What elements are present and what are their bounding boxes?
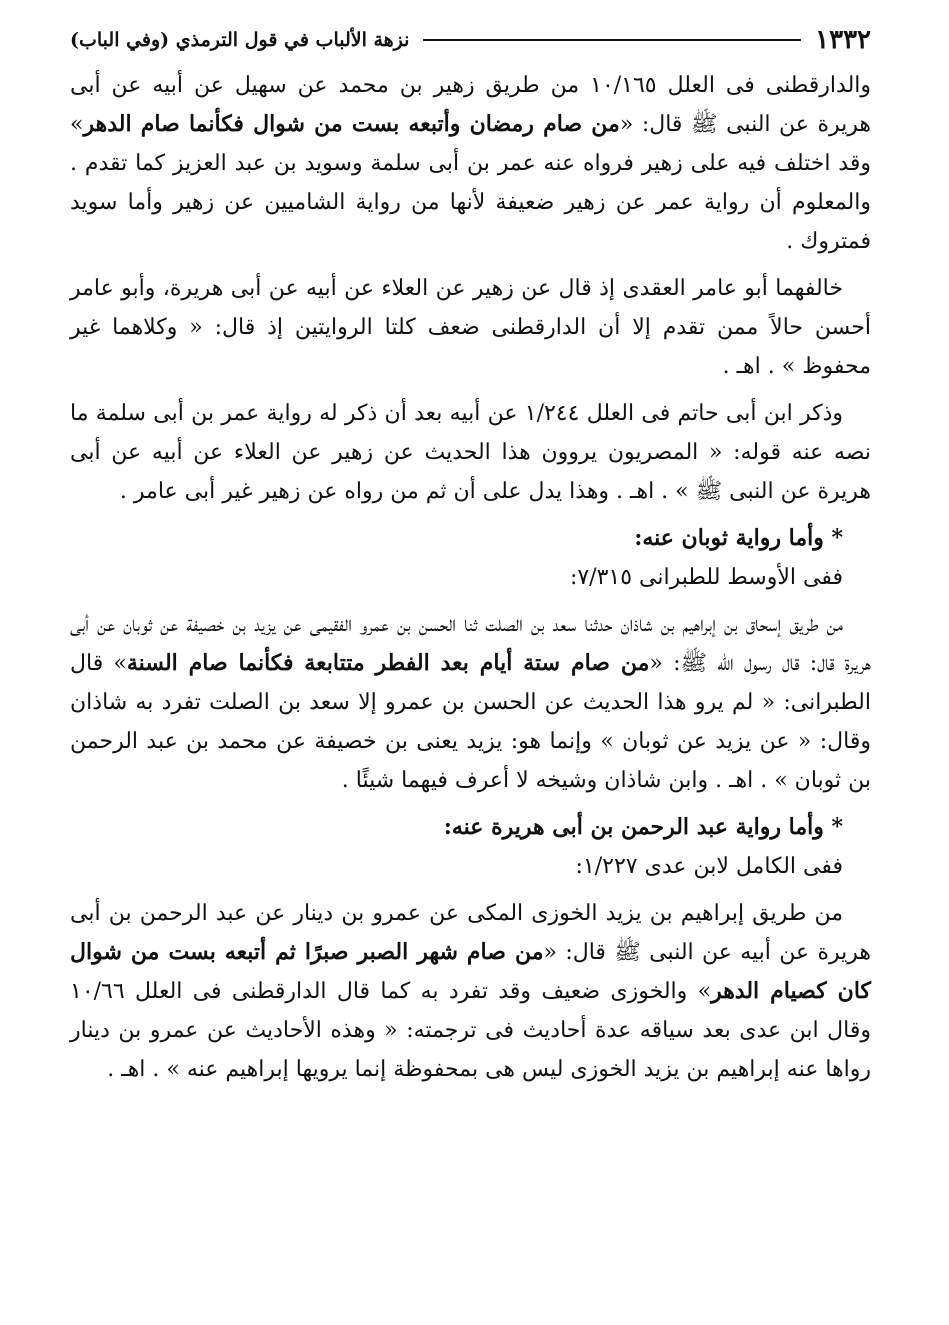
paragraph-3 — [70, 394, 871, 511]
paragraph-2 — [70, 269, 871, 386]
source-line-kamil: ففى الكامل لابن عدى ١/٢٢٧: — [575, 854, 843, 879]
paragraph-4 — [70, 605, 871, 800]
header-rule — [423, 39, 801, 41]
page-header — [70, 20, 871, 60]
section-heading-abdulrahman: * وأما رواية عبد الرحمن بن أبى هريرة عنه: — [443, 814, 843, 840]
hadith-quote: من صام شهر الصبر صبرًا ثم أتبعه بست من شوال كان كصيام الدهر — [70, 939, 871, 1004]
page-number: ١٣٣٢ — [815, 25, 871, 55]
paragraph-1 — [70, 66, 871, 261]
paragraph-text: من طريق إسحاق بن إبراهيم بن شاذان حدثنا سعد بن الصلت ثنا الحسن بن عمرو الفقيمى عن يزيد بن خصيفة عن ثوبان عن أبى هريرة قال: قال رسول الله ﷺ: « — [70, 612, 871, 676]
paragraph-text: خالفهما أبو عامر العقدى إذ قال عن زهير عن العلاء عن أبيه عن أبى هريرة، وأبو عامر أحسن حالاً ممن تقدم إلا أن الدارقطنى ضعف كلتا الروايتين إذ قال: « وكلاهما غير محفوظ » . اهـ . — [70, 276, 871, 379]
hadith-quote: من صام رمضان وأتبعه بست من شوال فكأنما صام الدهر — [83, 111, 620, 137]
paragraph-text: » والخوزى ضعيف وقد تفرد به كما قال الدارقطنى فى العلل ١٠/٦٦ وقال ابن عدى بعد سياقه عدة أحاديث فى ترجمته: « وهذه الأحاديث عن عمرو بن دينار رواها عنه إبراهيم بن يزيد الخوزى ليس هى بمحفوظة إنما يرويها إبراهيم عنه » . اهـ . — [70, 979, 871, 1082]
paragraph-text: من طريق إبراهيم بن يزيد الخوزى المكى عن عمرو بن دينار عن عبد الرحمن بن أبى هريرة عن أبيه عن النبى ﷺ قال: « — [70, 901, 872, 965]
paragraph-text: والدارقطنى فى العلل ١٠/١٦٥ من طريق زهير بن محمد عن سهيل عن أبيه عن أبى هريرة عن النبى ﷺ قال: « — [70, 73, 872, 137]
hadith-quote: من صام ستة أيام بعد الفطر متتابعة فكأنما صام السنة — [126, 650, 650, 676]
paragraph-text: » وقد اختلف فيه على زهير فرواه عنه عمر بن أبى سلمة وسويد بن عبد العزيز كما تقدم . والمعلوم أن رواية عمر عن زهير ضعيفة لأنها من رواية الشاميين عن زهير وأما سويد فمتروك . — [70, 112, 871, 254]
section-heading-thawban: * وأما رواية ثوبان عنه: — [634, 525, 843, 551]
source-line-awsat: ففى الأوسط للطبرانى ٧/٣١٥: — [569, 565, 843, 590]
page-body — [70, 66, 871, 1089]
paragraph-text: » قال الطبرانى: « لم يرو هذا الحديث عن الحسن بن عمرو إلا سعد بن الصلت تفرد به شاذان وقال: « عن يزيد عن ثوبان » وإنما هو: يزيد يعنى بن خصيفة عن محمد بن عبد الرحمن بن ثوبان » . اهـ . وابن شاذان وشيخه لا أعرف فيهما شيئًا . — [70, 651, 871, 793]
paragraph-5 — [70, 894, 871, 1089]
running-title: نزهة الألباب في قول الترمذي (وفي الباب) — [70, 29, 410, 51]
paragraph-text: وذكر ابن أبى حاتم فى العلل ١/٢٤٤ عن أبيه بعد أن ذكر له رواية عمر بن أبى سلمة ما نصه عنه قوله: « المصريون يروون هذا الحديث عن زهير عن العلاء عن أبيه عن أبى هريرة عن النبى ﷺ » . اهـ . وهذا يدل على أن ثم من رواه عن زهير غير أبى عامر . — [70, 401, 871, 504]
